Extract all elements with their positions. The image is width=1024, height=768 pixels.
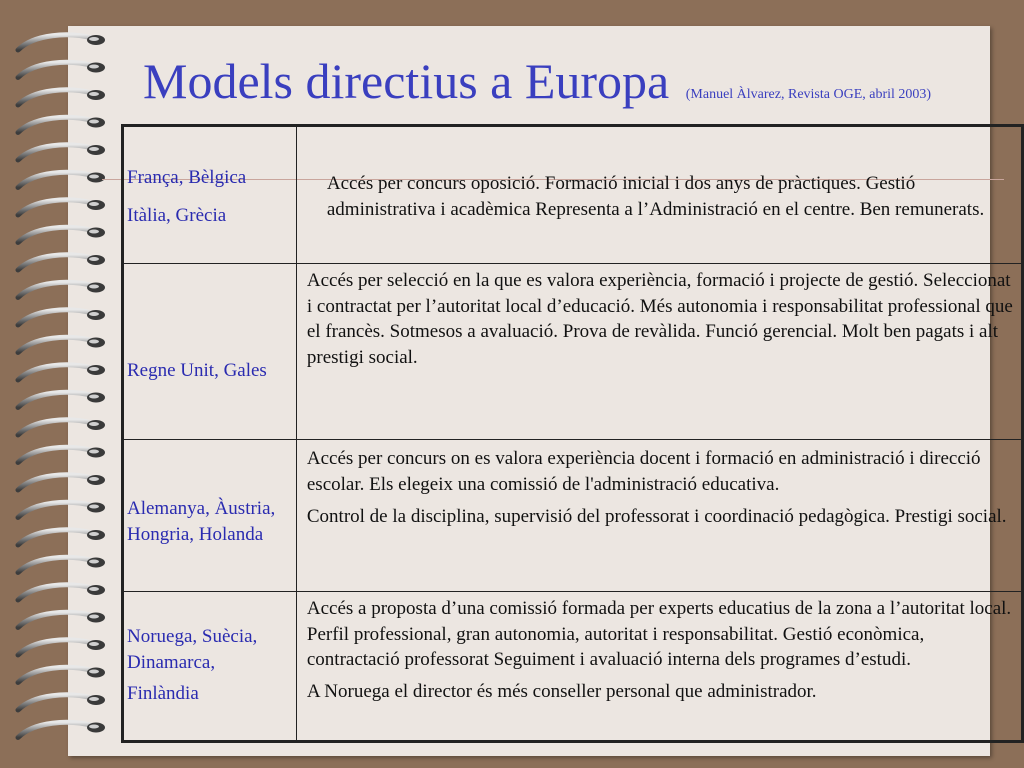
table-row <box>123 592 1023 742</box>
country-name: Finlàndia <box>127 683 199 704</box>
country-name: Noruega, Suècia, Dinamarca, <box>127 626 258 673</box>
country-name: Itàlia, Grècia <box>127 204 227 226</box>
spiral-ring <box>18 310 105 325</box>
spiral-ring <box>18 255 105 270</box>
spiral-ring <box>18 722 105 737</box>
spiral-ring <box>18 475 105 490</box>
citation: (Manuel Àlvarez, Revista OGE, abril 2003) <box>685 87 932 102</box>
spiral-ring <box>18 200 105 215</box>
spiral-ring <box>18 337 105 352</box>
country-cell <box>123 592 297 742</box>
description-text: Control de la disciplina, supervisió del professorat i coordinació pedagògica. Prestigi social. <box>306 506 1007 527</box>
country-cell <box>123 126 297 264</box>
spiral-ring <box>18 172 105 187</box>
spiral-ring <box>18 117 105 132</box>
spiral-ring <box>18 365 105 380</box>
spiral-ring <box>18 502 105 517</box>
spiral-ring <box>18 282 105 297</box>
title-text: Models directius a Europa <box>143 53 670 109</box>
spiral-ring <box>18 90 105 105</box>
table-row <box>123 126 1023 264</box>
spiral-ring <box>18 640 105 655</box>
spiral-binding <box>14 30 114 750</box>
spiral-ring <box>18 585 105 600</box>
spiral-ring <box>18 530 105 545</box>
description-text: Accés a proposta d’una comissió formada per experts educatius de la zona a l’autoritat local. Perfil professional, gran autonomia, autoritat i responsabilitat. Gestió econòmica, contractació professorat Seguiment i avaluació interna dels programes d’estudi. <box>306 598 1012 670</box>
spiral-ring <box>18 227 105 242</box>
spiral-ring <box>18 667 105 682</box>
spiral-ring <box>18 557 105 572</box>
spiral-ring <box>18 447 105 462</box>
spiral-ring <box>18 145 105 160</box>
spiral-ring <box>18 392 105 407</box>
spiral-ring <box>18 420 105 435</box>
description-cell <box>296 592 1022 742</box>
description-cell <box>296 440 1022 592</box>
country-name: Alemanya, Àustria, Hongria, Holanda <box>127 498 276 545</box>
description-text: A Noruega el director és més conseller personal que administrador. <box>306 680 817 702</box>
spiral-ring <box>18 695 105 710</box>
country-name: França, Bèlgica <box>127 167 247 188</box>
spiral-ring <box>18 612 105 627</box>
description-cell <box>296 264 1022 440</box>
country-name: Regne Unit, Gales <box>127 360 267 381</box>
description-text: Accés per selecció en la que es valora experiència, formació i projecte de gestió. Seleccionat i contractat per l’autoritat local d’educació. Més autonomia i responsabilitat professional que el francès. Sotmesos a avaluació. Prova de revàlida. Funció gerencial. Molt ben pagats i alt prestigi social. <box>306 270 1013 368</box>
country-cell <box>123 440 297 592</box>
description-cell <box>296 126 1022 264</box>
slide-title <box>143 50 931 126</box>
table-row <box>123 440 1023 592</box>
spiral-ring <box>18 35 105 50</box>
models-table <box>121 124 1024 743</box>
description-text: Accés per concurs oposició. Formació inicial i dos anys de pràctiques. Gestió administrativa i acadèmica Representa a l’Administració en el centre. Ben remunerats. <box>326 173 985 220</box>
description-text: Accés per concurs on es valora experiència docent i formació en administració i direcció escolar. Els elegeix una comissió de l'administració educativa. <box>306 448 981 495</box>
table-row <box>123 264 1023 440</box>
spiral-ring <box>18 62 105 77</box>
country-cell <box>123 264 297 440</box>
